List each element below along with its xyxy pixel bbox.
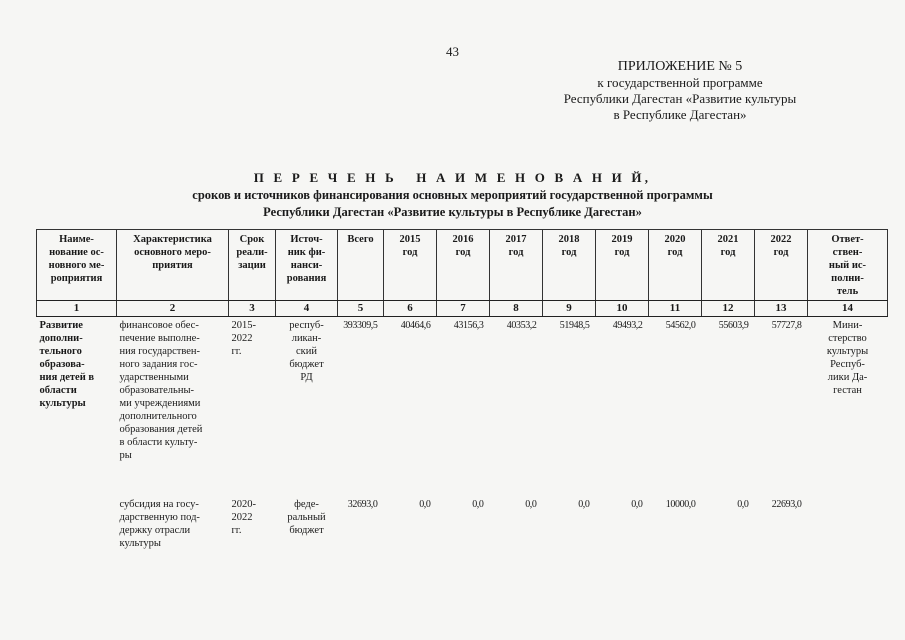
column-header: 2015 год bbox=[384, 230, 437, 301]
column-number: 7 bbox=[437, 301, 490, 317]
title-line-2: сроков и источников финансирования основных мероприятий государственной программы bbox=[192, 188, 713, 202]
column-number: 12 bbox=[702, 301, 755, 317]
year-2015-cell: 40464,6 bbox=[400, 320, 431, 331]
column-number: 1 bbox=[37, 301, 117, 317]
table-header-row bbox=[37, 230, 888, 301]
column-header: 2017 год bbox=[490, 230, 543, 301]
column-number-row bbox=[37, 301, 888, 317]
year-2019-cell: 0,0 bbox=[631, 499, 643, 510]
column-number: 6 bbox=[384, 301, 437, 317]
column-header: Характеристика основного меро- приятия bbox=[117, 230, 229, 301]
year-2016-cell: 0,0 bbox=[472, 499, 484, 510]
column-number: 14 bbox=[808, 301, 888, 317]
document-title bbox=[0, 168, 905, 221]
column-number: 3 bbox=[229, 301, 276, 317]
table-row bbox=[37, 496, 888, 552]
year-2018-cell: 51948,5 bbox=[559, 320, 590, 331]
funding-source-cell: феде- ральный бюджет bbox=[287, 499, 326, 536]
year-2015-cell: 0,0 bbox=[419, 499, 431, 510]
funding-source-cell: респуб- ликан- ский бюджет РД bbox=[289, 320, 324, 383]
column-number: 2 bbox=[117, 301, 229, 317]
column-number: 10 bbox=[596, 301, 649, 317]
column-number: 9 bbox=[543, 301, 596, 317]
column-number: 5 bbox=[338, 301, 384, 317]
column-number: 13 bbox=[755, 301, 808, 317]
table-row bbox=[37, 317, 888, 497]
year-2021-cell: 0,0 bbox=[737, 499, 749, 510]
responsible-executor-cell: Мини- стерство культуры Респуб- лики Да- гестан bbox=[826, 320, 869, 396]
column-header: Наиме- нование ос- новного ме- роприятия bbox=[37, 230, 117, 301]
characteristic-cell: финансовое обес- печение выполне- ния государствен- ного задания гос- ударственными образовательны- ми учреждениями дополнительного образования детей в области культу- ры bbox=[119, 320, 203, 461]
year-2022-cell: 57727,8 bbox=[771, 320, 802, 331]
column-number: 8 bbox=[490, 301, 543, 317]
characteristic-cell: субсидия на госу- дарственную под- держку отрасли культуры bbox=[119, 499, 200, 549]
title-line-1: П Е Р Е Ч Е Н Ь Н А И М Е Н О В А Н И Й, bbox=[253, 170, 652, 185]
column-header: 2016 год bbox=[437, 230, 490, 301]
period-cell: 2015- 2022 гг. bbox=[231, 320, 256, 357]
total-cell: 393309,5 bbox=[343, 320, 378, 331]
column-header: 2019 год bbox=[596, 230, 649, 301]
column-header: 2020 год bbox=[649, 230, 702, 301]
total-cell: 32693,0 bbox=[347, 499, 378, 510]
column-number: 11 bbox=[649, 301, 702, 317]
year-2016-cell: 43156,3 bbox=[453, 320, 484, 331]
appendix-title: ПРИЛОЖЕНИЕ № 5 bbox=[617, 59, 743, 74]
column-header: 2018 год bbox=[543, 230, 596, 301]
year-2021-cell: 55603,9 bbox=[718, 320, 749, 331]
appendix-line-4: в Республике Дагестан» bbox=[613, 107, 747, 122]
year-2017-cell: 40353,2 bbox=[506, 320, 537, 331]
year-2020-cell: 10000,0 bbox=[665, 499, 696, 510]
title-line-3: Республики Дагестан «Развитие культуры в Республике Дагестан» bbox=[263, 205, 642, 219]
year-2022-cell: 22693,0 bbox=[771, 499, 802, 510]
column-header: 2022 год bbox=[755, 230, 808, 301]
year-2019-cell: 49493,2 bbox=[612, 320, 643, 331]
column-header: Ответ- ствен- ный ис- полни- тель bbox=[808, 230, 888, 301]
column-header: Всего bbox=[338, 230, 384, 301]
appendix-line-2: к государственной программе bbox=[597, 75, 763, 90]
measures-table bbox=[36, 229, 888, 552]
responsible-executor-cell bbox=[808, 496, 888, 552]
year-2017-cell: 0,0 bbox=[525, 499, 537, 510]
appendix-line-3: Республики Дагестан «Развитие культуры bbox=[563, 91, 797, 106]
measure-name-cell bbox=[37, 496, 117, 552]
column-number: 4 bbox=[276, 301, 338, 317]
year-2020-cell: 54562,0 bbox=[665, 320, 696, 331]
page-number: 43 bbox=[446, 44, 459, 59]
appendix-header bbox=[520, 59, 840, 123]
column-header: Источ- ник фи- нанси- рования bbox=[276, 230, 338, 301]
column-header: Срок реали- зации bbox=[229, 230, 276, 301]
column-header: 2021 год bbox=[702, 230, 755, 301]
year-2018-cell: 0,0 bbox=[578, 499, 590, 510]
period-cell: 2020- 2022 гг. bbox=[231, 499, 256, 536]
measure-name-cell: Развитие дополни- тельного образова- ния детей в области культуры bbox=[39, 320, 95, 409]
